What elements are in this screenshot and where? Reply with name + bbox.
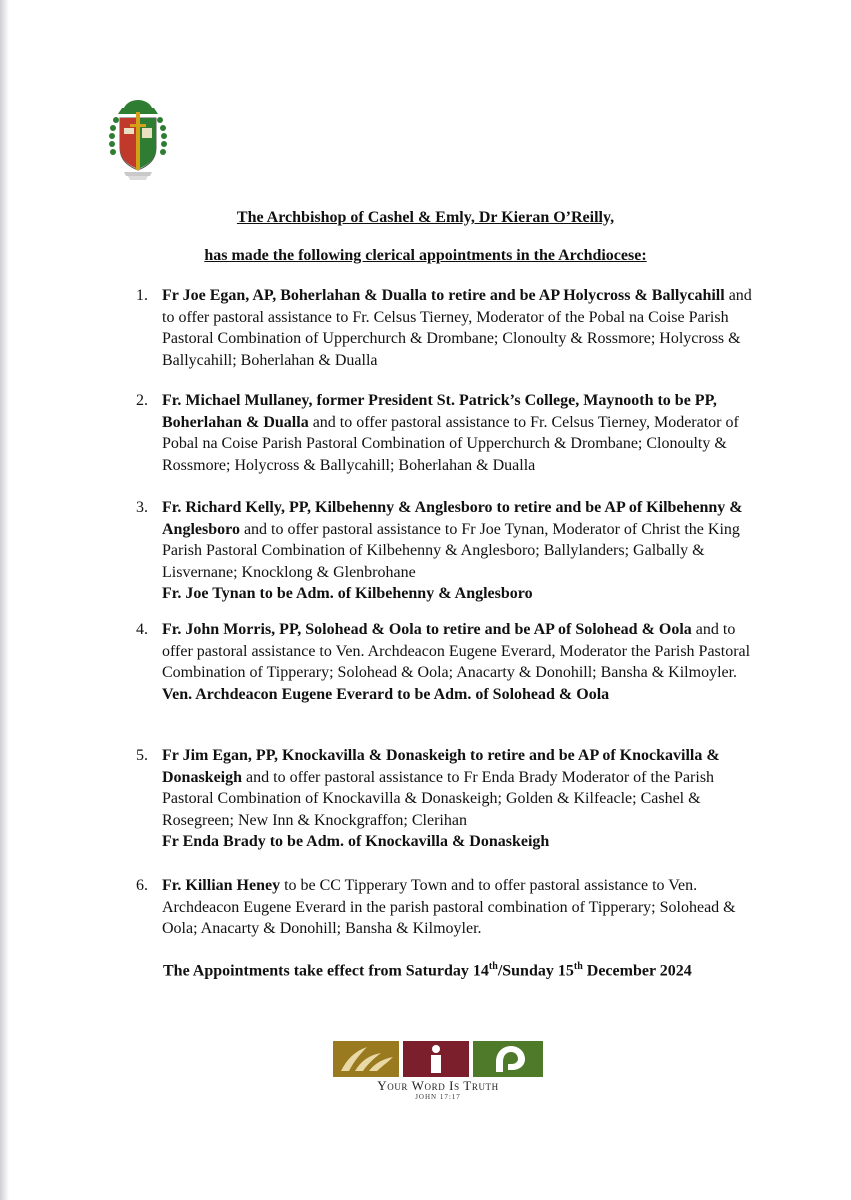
appointment-summary: Fr. Richard Kelly, PP, Kilbehenny & Anglesboro to retire and be AP of Kilbehenny & Anglesboro [162,499,743,538]
administrator-line: Ven. Archdeacon Eugene Everard to be Adm. of Solohead & Oola [162,685,610,703]
effective-prefix: The Appointments take effect from Saturday 14 [163,962,489,980]
appointment-summary: Fr. John Morris, PP, Solohead & Oola to retire and be AP of Solohead & Oola [162,621,692,638]
appointment-summary: Fr Joe Egan, AP, Boherlahan & Dualla to retire and be AP Holycross & Ballycahill [162,287,725,304]
ordinal-suffix: th [573,961,583,972]
appointment-summary: Fr. Michael Mullaney, former President St. Patrick’s College, Maynooth to be PP, Boherlahan & Dualla [162,392,717,431]
appointment-details: and to offer pastoral assistance to Fr Joe Tynan, Moderator of Christ the King Parish Pastoral Combination of Kilbehenny & Anglesboro; Ballylanders; Galbally & Lisvernane; Knocklong & Glenbrohane [162,520,740,581]
appointment-number: 1. [136,287,148,304]
appointment-1 [136,285,766,371]
appointment-number: 3. [136,499,148,516]
appointment-number: 4. [136,621,148,638]
appointment-details: and to offer pastoral assistance to Fr. Celsus Tierney, Moderator of the Pobal na Coise Parish Pastoral Combination of Upperchurch & Drombane; Clonoulty & Rossmore; Holycross & Ballycahill; Boherlahan & Dualla [162,287,752,369]
appointment-summary: Fr. Killian Heney [162,877,281,894]
appointment-5 [136,745,766,853]
appointment-3 [136,497,766,605]
ordinal-suffix: th [488,961,498,972]
appointment-summary: Fr Jim Egan, PP, Knockavilla & Donaskeigh to retire and be AP of Knockavilla & Donaskeigh [162,747,720,786]
appointment-details: and to offer pastoral assistance to Fr. Celsus Tierney, Moderator of Pobal na Coise Parish Pastoral Combination of Upperchurch & Drombane; Clonoulty & Rossmore; Holycross & Ballycahill; Boherlahan & Dualla [162,413,739,474]
appointment-details: and to offer pastoral assistance to Fr Enda Brady Moderator of the Parish Pastoral Combination of Knockavilla & Donaskeigh; Golden & Kilfeacle; Cashel & Rosegreen; New Inn & Knockgraffon; Clerihan [162,768,715,829]
appointment-number: 2. [136,392,148,409]
effective-suffix: December 2024 [582,962,692,980]
appointment-number: 5. [136,747,148,764]
heading-line-1: The Archbishop of Cashel & Emly, Dr Kieran O’Reilly, [236,209,615,226]
effective-date-line [163,961,692,980]
appointment-6 [136,875,766,940]
logo-tiles-graphic [333,1041,543,1077]
appointment-details: to be CC Tipperary Town and to offer pastoral assistance to Ven. Archdeacon Eugene Everard in the parish pastoral combination of Tipperary; Solohead & Oola; Anacarty & Donohill; Bansha & Kilmoyler. [162,877,736,938]
your-word-is-truth-logo [333,1041,543,1103]
appointment-2 [136,390,766,476]
logo-motto: Your Word Is Truth [377,1078,499,1093]
heading-line-2: has made the following clerical appointments in the Archdiocese: [204,247,647,264]
administrator-line: Fr Enda Brady to be Adm. of Knockavilla & Donaskeigh [162,833,550,851]
logo-scripture-reference: JOHN 17:17 [415,1093,461,1101]
appointment-number: 6. [136,877,148,894]
administrator-line: Fr. Joe Tynan to be Adm. of Kilbehenny & Anglesboro [162,585,533,603]
appointment-details: and to offer pastoral assistance to Ven. Archdeacon Eugene Everard, Moderator the Parish Pastoral Combination of Tipperary; Solohead & Oola; Anacarty & Donohill; Bansha & Kilmoyler. [162,621,751,682]
appointment-4 [136,619,766,705]
page-edge-shadow [0,0,9,1200]
archdiocese-crest-logo [106,98,170,184]
effective-middle: /Sunday 15 [497,962,574,980]
